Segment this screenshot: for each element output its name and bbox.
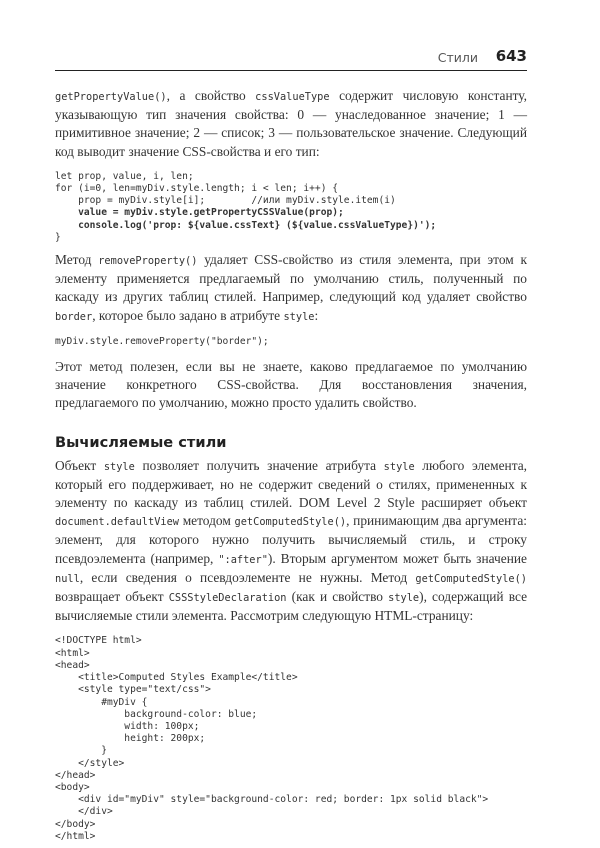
inline-code: border (55, 310, 93, 323)
code-line: </head> (55, 769, 96, 781)
code-line: let prop, value, i, len; (55, 170, 194, 182)
inline-code: style (383, 460, 415, 473)
code-line: </html> (55, 830, 96, 842)
code-line: <div id="myDiv" style="background-color: red; border: 1px solid black"> (55, 794, 489, 806)
inline-code: removeProperty() (98, 255, 198, 268)
inline-code: style (103, 460, 135, 473)
code-line: <title>Computed Styles Example</title> (55, 672, 298, 684)
code-line: #myDiv { (55, 696, 148, 708)
code-block-remove (55, 336, 527, 348)
inline-code: getComputedStyle() (234, 516, 347, 529)
text-run: Объект (55, 457, 104, 473)
running-header (55, 44, 527, 71)
text-run: Метод (55, 252, 99, 268)
inline-code: getComputedStyle() (415, 572, 527, 585)
text-run: возвращает объект (55, 589, 169, 605)
text-run: (как и свойство (286, 589, 389, 605)
code-line: <style type="text/css"> (55, 684, 211, 696)
inline-code: null (55, 572, 80, 585)
code-line: } (55, 745, 107, 757)
text-run: , которое было задано в атрибуте (92, 307, 284, 323)
code-line: <head> (55, 659, 90, 671)
text-run: методом (179, 513, 235, 529)
section-heading: Вычисляемые стили (55, 433, 227, 451)
code-line: <!DOCTYPE html> (55, 635, 142, 647)
text-run: любого элемента, который его поддерживает, но не содержит сведений о стилях, примененных к элементу по каскаду из таблиц стилей. DOM Level 2 Style расширяет объект (55, 457, 527, 511)
inline-code: document.defaultView (55, 516, 179, 529)
code-line: prop = myDiv.style[i]; //или myDiv.style.item(i) (55, 195, 396, 207)
code-line-bold: value = myDiv.style.getPropertyCSSValue(prop); (55, 207, 344, 219)
text-run: ). Вторым аргументом может быть значение (267, 550, 527, 566)
code-line: </div> (55, 806, 113, 818)
code-line: for (i=0, len=myDiv.style.length; i < len; i++) { (55, 183, 339, 195)
paragraph-computed-styles (55, 457, 527, 626)
text-run: , если сведения о псевдоэлементе не нужны. Метод (79, 569, 416, 585)
text-run: удаляет CSS-свойство из стиля элемента, при этом к элементу применяется предлагаемый по умолчанию стиль, полученный по каскаду из других таблиц стилей. Например, следующий код удаляет свойство (55, 252, 527, 305)
inline-code: CSSStyleDeclaration (168, 592, 287, 605)
code-line: </body> (55, 818, 96, 830)
inline-code: ":after" (218, 553, 268, 566)
code-block-html-page (55, 635, 527, 842)
text-run: ), содержащий все вычисляемые стили элемента. Рассмотрим следующую HTML-страницу: (55, 589, 528, 624)
inline-code: cssValueType (255, 91, 330, 103)
code-line: myDiv.style.removeProperty("border"); (55, 335, 269, 347)
section-title: Стили (437, 50, 478, 65)
code-line: </style> (55, 757, 125, 769)
paragraph-usefulness: Этот метод полезен, если вы не знаете, каково предлагаемое по умолчанию значение конкретного CSS-свойства. Для восстановления значения, предлагаемого по умолчанию, можно просто удалить свойство. (55, 359, 527, 411)
text-run: позволяет получить значение атрибута (134, 457, 384, 473)
text-run: , принимающим два аргумента: элемент, для которого нужно получить вычисляемый стиль, и строку псевдоэлемента (например, (55, 513, 527, 566)
text-run: , а свойство (166, 88, 256, 103)
paragraph-value-type (55, 87, 527, 161)
text-run: : (314, 307, 319, 323)
code-line-bold: console.log('prop: ${value.cssText} (${value.cssValueType})'); (55, 219, 437, 231)
code-line: } (55, 231, 61, 243)
code-line: width: 100px; (55, 720, 200, 732)
inline-code: style (283, 310, 315, 323)
code-line: <html> (55, 647, 90, 659)
page-number: 643 (495, 47, 527, 65)
page-body (55, 87, 527, 843)
text-run: содержит числовую константу, указывающую тип значения свойства: 0 — унаследованное значение; 1 — примитивное значение; 2 — список; 3 — пользовательское значение. Следующий код выводит значение CSS-свойства и его тип: (55, 88, 527, 159)
code-block-loop (55, 171, 527, 244)
code-line: background-color: blue; (55, 708, 258, 720)
inline-code: getPropertyValue() (55, 91, 167, 103)
code-line: height: 200px; (55, 733, 206, 745)
paragraph-remove-property (55, 251, 527, 326)
inline-code: style (388, 592, 420, 605)
code-line: <body> (55, 781, 90, 793)
